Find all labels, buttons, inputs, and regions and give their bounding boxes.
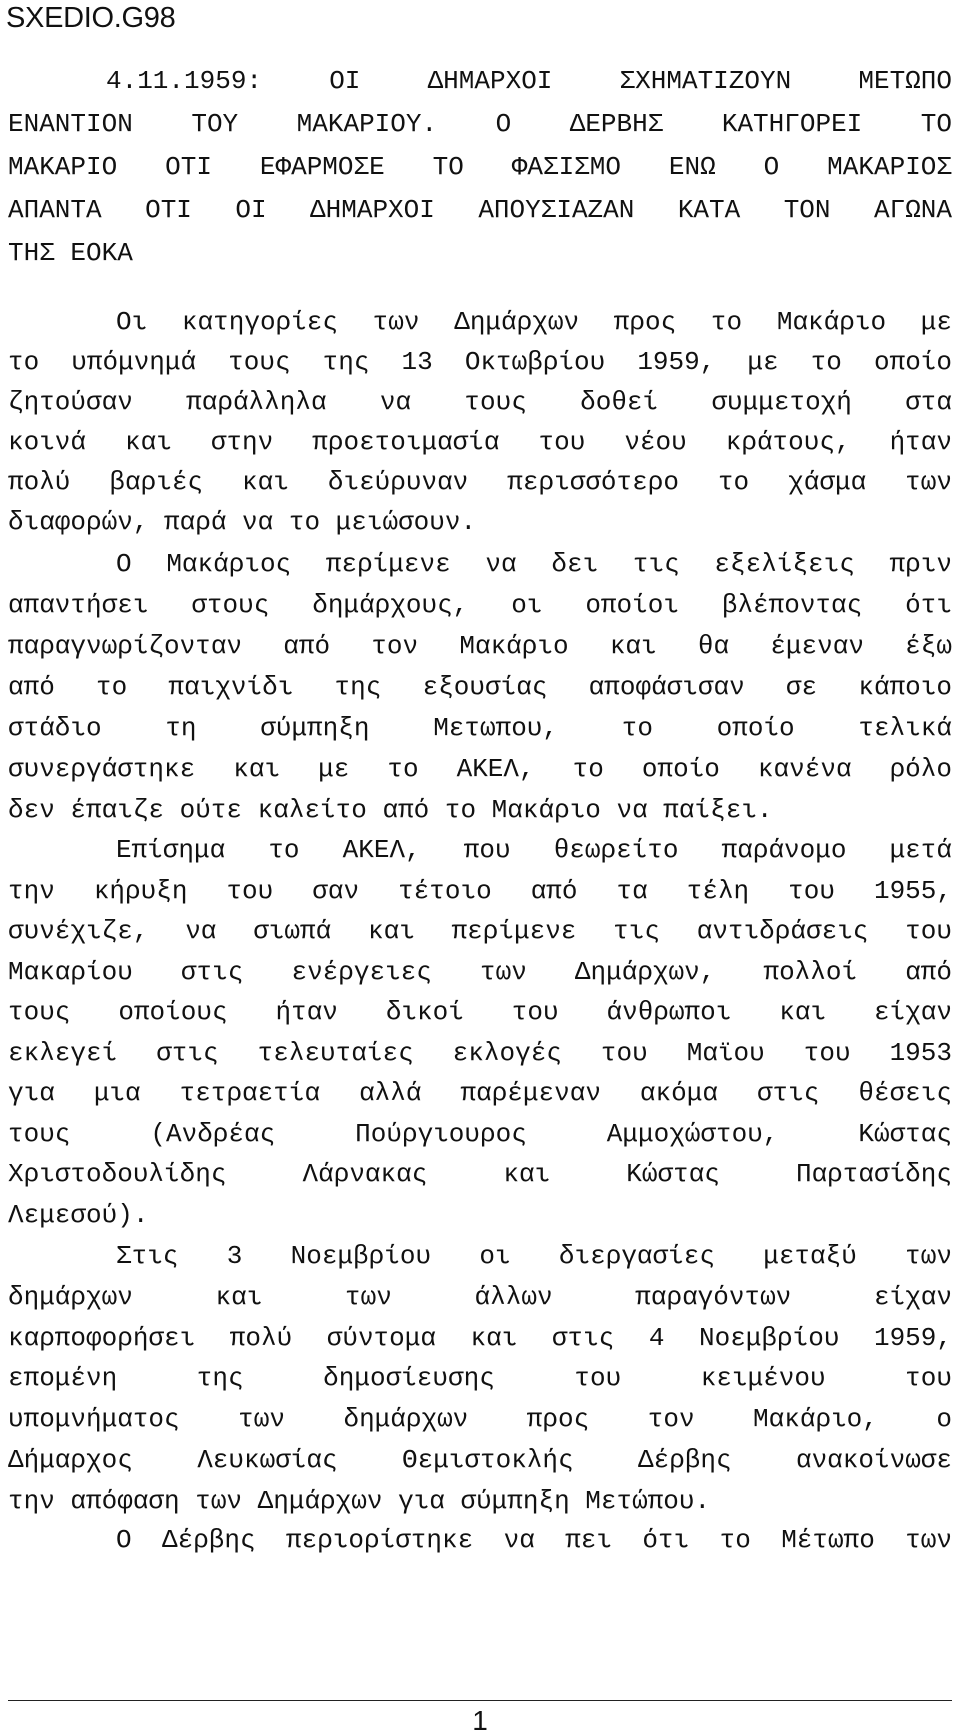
text-line: υπομνήματος των δημάρχων προς τον Μακάριο, ο [8, 1404, 952, 1435]
text-line: Λεμεσού). [8, 1199, 149, 1230]
paragraph-3 [8, 830, 952, 1235]
text-line: από το παιχνίδι της εξουσίας αποφάσισαν σε κάποιο [8, 672, 952, 702]
heading-line: 4.11.1959: ΟΙ ΔΗΜΑΡΧΟΙ ΣΧΗΜΑΤΙΖΟΥΝ ΜΕΤΩΠΟ [106, 66, 952, 96]
heading-line: ΜΑΚΑΡΙΟ ΟΤΙ ΕΦΑΡΜΟΣΕ ΤΟ ΦΑΣΙΣΜΟ ΕΝΩ Ο ΜΑΚΑΡΙΟΣ [8, 152, 952, 182]
text-line: πολύ βαριές και διεύρυναν περισσότερο το χάσμα των [8, 467, 952, 497]
document-code: SXEDIO.G98 [6, 2, 176, 34]
footer-divider [8, 1700, 952, 1701]
text-line: Ο Μακάριος περίμενε να δει τις εξελίξεις πριν [116, 549, 952, 579]
text-line: απαντήσει στους δημάρχους, οι οποίοι βλέποντας ότι [8, 590, 952, 620]
text-line: δημάρχων και των άλλων παραγόντων είχαν [8, 1281, 952, 1312]
text-line: συνέχιζε, να σιωπά και περίμενε τις αντιδράσεις του [8, 916, 952, 946]
text-line: ζητούσαν παράλληλα να τους δοθεί συμμετοχή στα [8, 387, 952, 417]
text-line: παραγνωρίζονταν από τον Μακάριο και θα έμεναν έξω [8, 631, 952, 661]
text-line: Οι κατηγορίες των Δημάρχων προς το Μακάριο με [116, 307, 952, 337]
text-line: Μακαρίου στις ενέργειες των Δημάρχων, πολλοί από [8, 956, 952, 987]
text-line: δεν έπαιζε ούτε καλείτο από το Μακάριο να παίξει. [8, 795, 773, 825]
text-line: Ο Δέρβης περιορίστηκε να πει ότι το Μέτωπο των [116, 1525, 952, 1555]
text-line: κοινά και στην προετοιμασία του νέου κράτους, ήταν [8, 427, 952, 457]
paragraph-1 [8, 302, 952, 542]
section-heading [8, 60, 952, 275]
text-line: εκλεγεί στις τελευταίες εκλογές του Μαϊου του 1953 [8, 1037, 952, 1068]
text-line: συνεργάστηκε και με το ΑΚΕΛ, το οποίο κανένα ρόλο [8, 754, 952, 784]
text-line: τους (Ανδρέας Πούργιουρος Αμμοχώστου, Κώστας [8, 1118, 952, 1149]
text-line: την απόφαση των Δημάρχων για σύμπηξη Μετώπου. [8, 1485, 711, 1516]
text-line: διαφορών, παρά να το μειώσουν. [8, 507, 477, 537]
text-line: για μια τετραετία αλλά παρέμεναν ακόμα στις θέσεις [8, 1078, 952, 1108]
paragraph-4 [8, 1236, 952, 1522]
heading-line: ΕΝΑΝΤΙΟΝ ΤΟΥ ΜΑΚΑΡΙΟΥ. Ο ΔΕΡΒΗΣ ΚΑΤΗΓΟΡΕΙ ΤΟ [8, 109, 952, 139]
text-line: τους οποίους ήταν δικοί του άνθρωποι και είχαν [8, 997, 952, 1027]
text-line: καρποφορήσει πολύ σύντομα και στις 4 Νοεμβρίου 1959, [8, 1322, 952, 1353]
text-line: Δήμαρχος Λευκωσίας Θεμιστοκλής Δέρβης ανακοίνωσε [8, 1444, 952, 1475]
text-line: Στις 3 Νοεμβρίου οι διεργασίες μεταξύ των [116, 1241, 952, 1271]
text-line: επομένη της δημοσίευσης του κειμένου του [8, 1363, 952, 1394]
page-number: 1 [472, 1705, 488, 1736]
text-line: Χριστοδουλίδης Λάρνακας και Κώστας Παρτασίδης [8, 1159, 952, 1189]
text-line: στάδιο τη σύμπηξη Μετωπου, το οποίο τελικά [8, 713, 952, 743]
heading-line: ΤΗΣ ΕΟΚΑ [8, 238, 133, 268]
paragraph-2 [8, 544, 952, 831]
text-line: την κήρυξη του σαν τέτοιο από τα τέλη του 1955, [8, 875, 952, 906]
text-line: το υπόμνημά τους της 13 Οκτωβρίου 1959, με το οποίο [8, 347, 952, 377]
paragraph-5 [8, 1520, 952, 1560]
text-line: Επίσημα το ΑΚΕΛ, που θεωρείτο παράνομο μετά [116, 835, 952, 865]
heading-line: ΑΠΑΝΤΑ ΟΤΙ ΟΙ ΔΗΜΑΡΧΟΙ ΑΠΟΥΣΙΑΖΑΝ ΚΑΤΑ ΤΟΝ ΑΓΩΝΑ [8, 195, 952, 225]
